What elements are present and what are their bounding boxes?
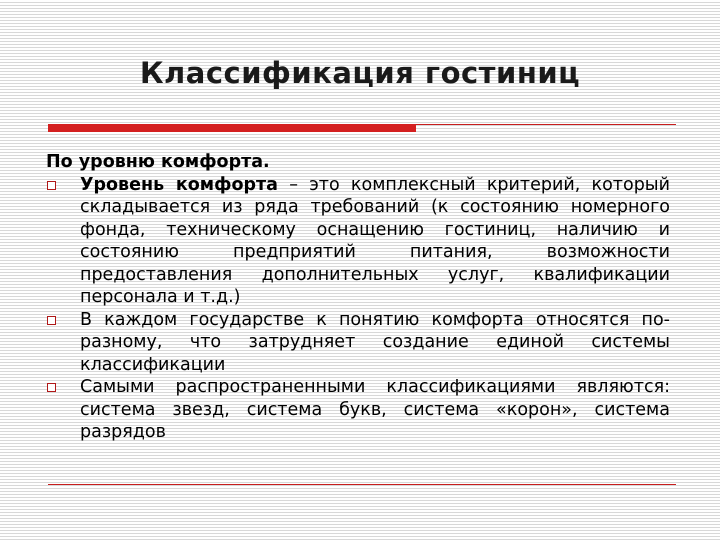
bottom-divider-line xyxy=(48,484,676,485)
section-heading: По уровню комфорта. xyxy=(46,152,270,172)
bullet-item xyxy=(46,174,670,309)
hollow-square-icon xyxy=(47,383,56,392)
slide-title: Классификация гостиниц xyxy=(139,56,581,90)
bullet-text: – это комплексный критерий, который складывается из ряда требований (к состоянию номерного фонда, техническому оснащению гостиниц, наличию и состоянию предприятий питания, возможности предоставления дополнительных услуг, квалификации персонала и т.д.) xyxy=(80,174,671,307)
bullet-term: Уровень комфорта xyxy=(80,174,278,195)
slide-body xyxy=(46,151,670,444)
bullet-item xyxy=(46,376,670,444)
bullet-text: В каждом государстве к понятию комфорта относятся по-разному, что затрудняет создание единой системы классификации xyxy=(80,309,670,375)
hollow-square-icon xyxy=(47,316,56,325)
hollow-square-icon xyxy=(47,181,56,190)
title-accent-bar xyxy=(48,124,416,132)
bullet-text: Самыми распространенными классификациями являются: система звезд, система букв, система «корон», система разрядов xyxy=(80,377,670,442)
bullet-list xyxy=(46,174,670,444)
bullet-item xyxy=(46,309,670,377)
